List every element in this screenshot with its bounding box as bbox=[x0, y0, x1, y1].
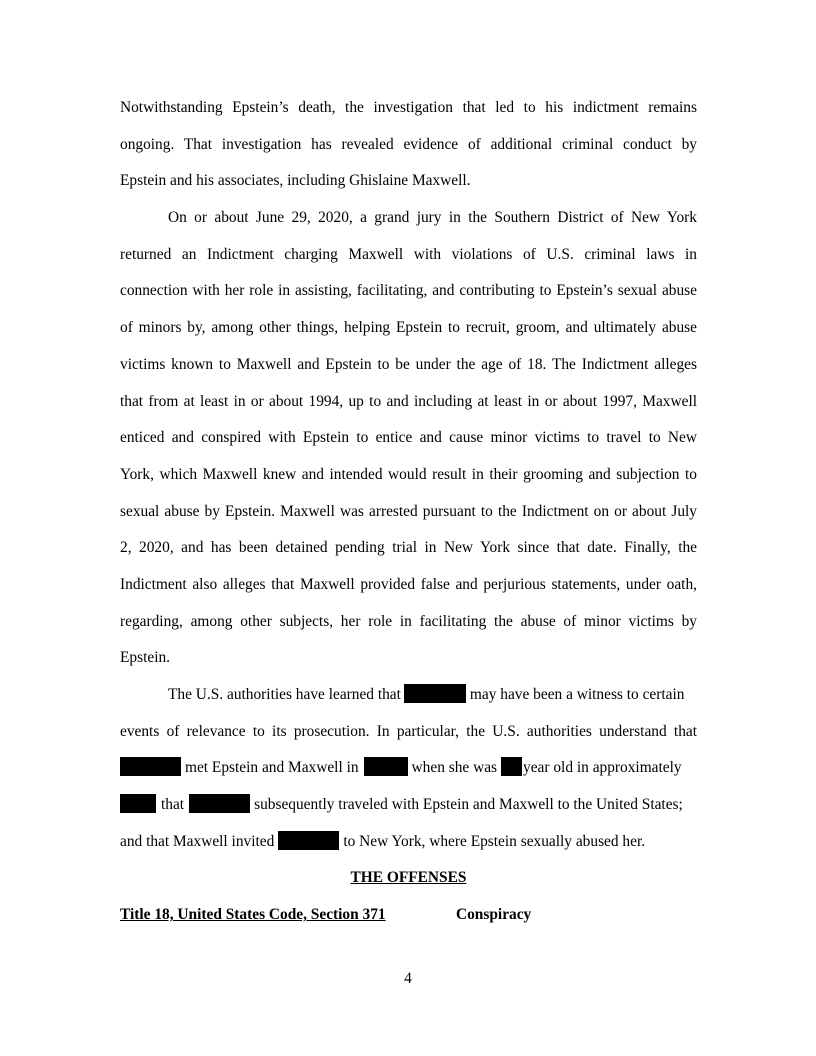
paragraph-line: ongoing. That investigation has revealed evidence of additional criminal conduct by bbox=[120, 135, 697, 153]
paragraph-line: sexual abuse by Epstein. Maxwell was arrested pursuant to the Indictment on or about July bbox=[120, 502, 697, 520]
page-number: 4 bbox=[404, 970, 412, 987]
text-fragment: met Epstein and Maxwell in bbox=[185, 759, 359, 777]
text-fragment: that bbox=[161, 796, 185, 814]
statute-citation: Title 18, United States Code, Section 371 bbox=[120, 906, 386, 924]
paragraph-line: On or about June 29, 2020, a grand jury in the Southern District of New York bbox=[168, 209, 697, 227]
paragraph-line: regarding, among other subjects, her role in facilitating the abuse of minor victims by bbox=[120, 612, 697, 630]
paragraph-line: Epstein and his associates, including Ghislaine Maxwell. bbox=[120, 172, 471, 190]
paragraph-line: 2, 2020, and has been detained pending trial in New York since that date. Finally, the bbox=[120, 539, 697, 557]
statute-name: Conspiracy bbox=[456, 906, 532, 924]
paragraph-line: York, which Maxwell knew and intended would result in their grooming and subjection to bbox=[120, 465, 697, 483]
text-fragment: and that Maxwell invited bbox=[120, 832, 275, 850]
redaction-box bbox=[189, 794, 250, 813]
text-fragment: year old in approximately bbox=[523, 759, 682, 777]
redaction-box bbox=[501, 757, 522, 776]
paragraph-line: events of relevance to its prosecution. In particular, the U.S. authorities understand that bbox=[120, 722, 697, 740]
section-heading: THE OFFENSES bbox=[350, 869, 467, 887]
paragraph-line: connection with her role in assisting, facilitating, and contributing to Epstein’s sexual abuse bbox=[120, 282, 697, 300]
paragraph-line: victims known to Maxwell and Epstein to be under the age of 18. The Indictment alleges bbox=[120, 355, 697, 373]
redaction-box bbox=[120, 794, 156, 813]
paragraph-line: enticed and conspired with Epstein to entice and cause minor victims to travel to New bbox=[120, 429, 697, 447]
text-fragment: The U.S. authorities have learned that bbox=[168, 686, 401, 703]
document-body bbox=[120, 90, 697, 934]
redaction-box bbox=[278, 831, 339, 850]
paragraph-line: Epstein. bbox=[120, 649, 171, 667]
paragraph-line: of minors by, among other things, helping Epstein to recruit, groom, and ultimately abuse bbox=[120, 319, 697, 337]
redaction-box bbox=[364, 757, 408, 776]
text-fragment: when she was bbox=[411, 759, 498, 777]
text-fragment: subsequently traveled with Epstein and Maxwell to the United States; bbox=[254, 796, 683, 814]
paragraph-line bbox=[120, 787, 697, 824]
paragraph-line: that from at least in or about 1994, up to and including at least in or about 1997, Maxwell bbox=[120, 392, 697, 410]
statute-heading-row bbox=[120, 897, 697, 934]
paragraph-line: returned an Indictment charging Maxwell with violations of U.S. criminal laws in bbox=[120, 245, 697, 263]
paragraph-line bbox=[120, 750, 697, 787]
paragraph-line bbox=[120, 677, 697, 714]
text-fragment: may have been a witness to certain bbox=[469, 686, 685, 703]
paragraph-line bbox=[120, 824, 697, 861]
paragraph-line: Notwithstanding Epstein’s death, the investigation that led to his indictment remains bbox=[120, 99, 697, 116]
text-fragment: to New York, where Epstein sexually abused her. bbox=[343, 832, 646, 850]
redaction-box bbox=[120, 757, 181, 776]
redaction-box bbox=[404, 684, 466, 703]
paragraph-line: Indictment also alleges that Maxwell provided false and perjurious statements, under oath, bbox=[120, 575, 697, 593]
